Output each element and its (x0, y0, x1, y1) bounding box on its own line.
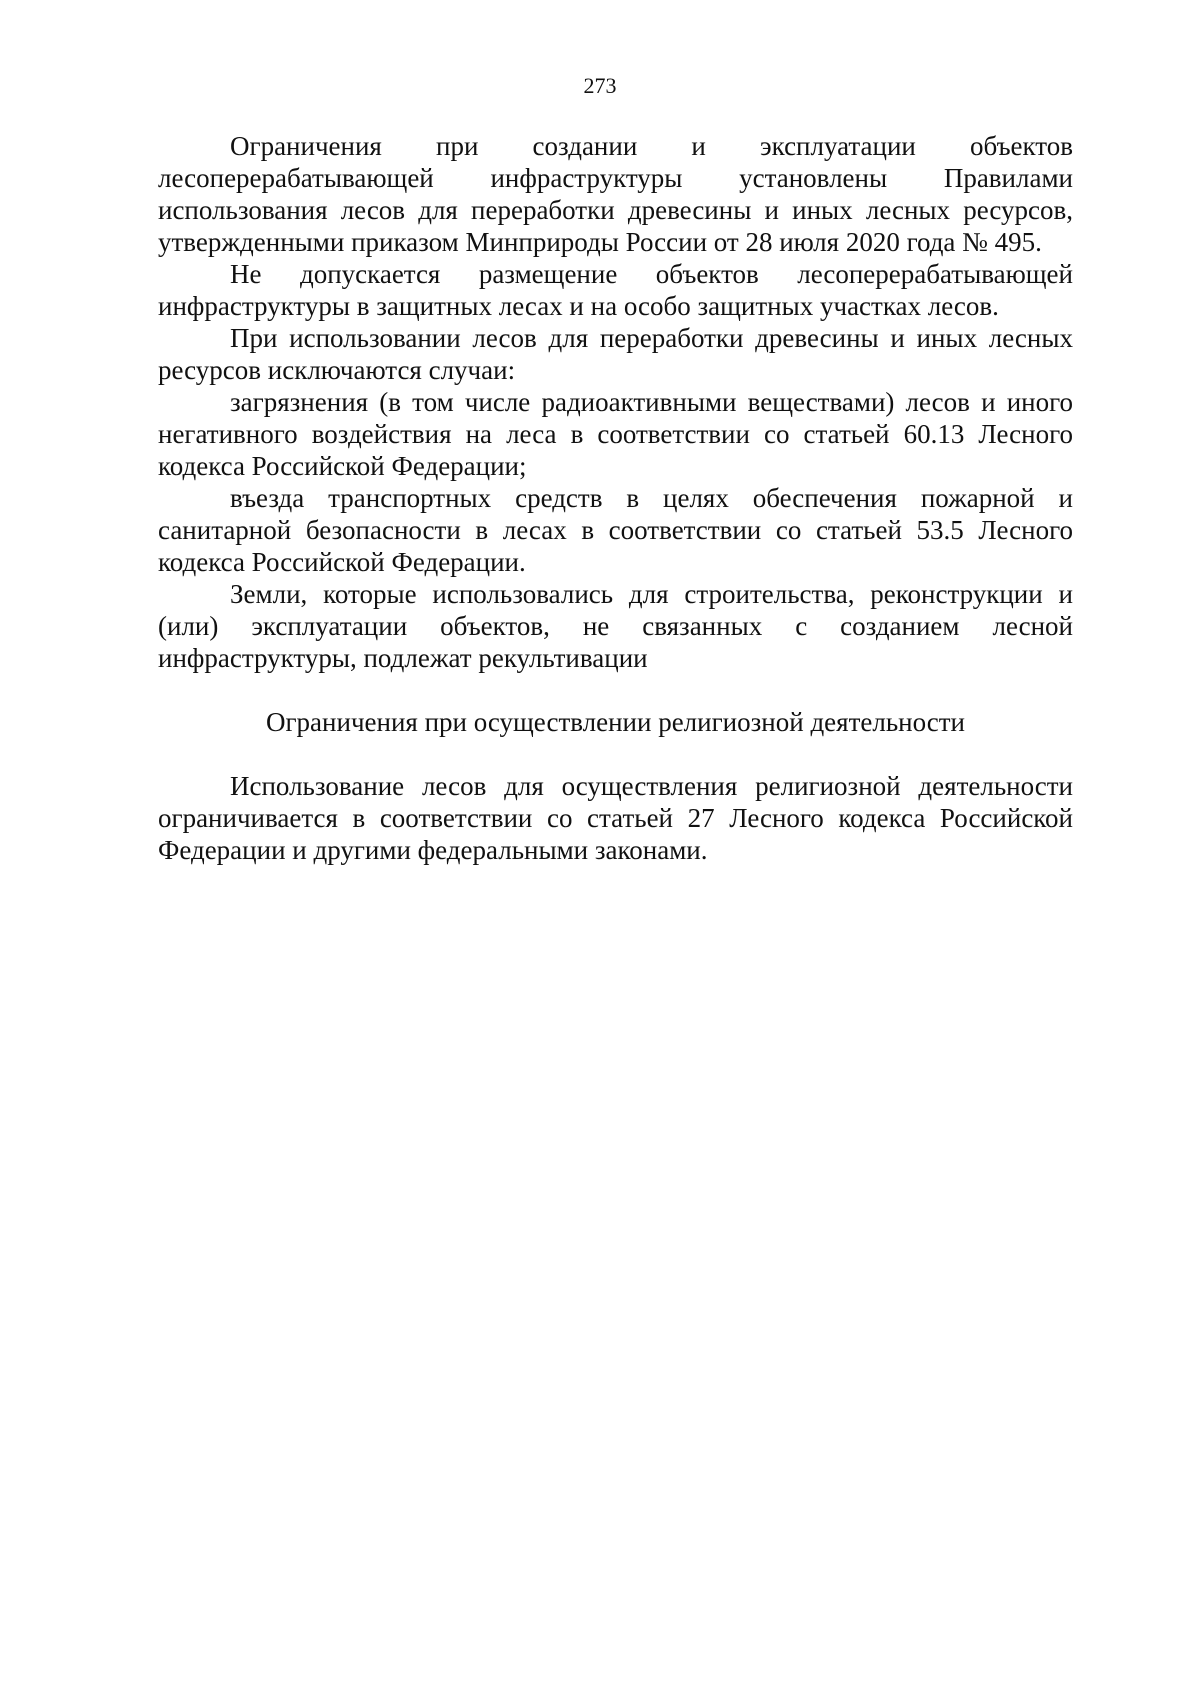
page-number: 273 (583, 73, 617, 98)
document-body (158, 130, 1073, 866)
paragraph-land-recultivation: Земли, которые использовались для строительства, реконструкции и (или) эксплуатации объектов, не связанных с созданием лесной инфраструктуры, подлежат рекультивации (158, 579, 1073, 673)
paragraph-vehicle-entry-case: въезда транспортных средств в целях обеспечения пожарной и санитарной безопасности в лесах в соответствии со статьей 53.5 Лесного кодекса Российской Федерации. (158, 483, 1073, 577)
paragraph-excluded-cases-intro: При использовании лесов для переработки древесины и иных лесных ресурсов исключаются случаи: (158, 323, 1073, 385)
paragraph-pollution-case: загрязнения (в том числе радиоактивными веществами) лесов и иного негативного воздействия на леса в соответствии со статьей 60.13 Лесного кодекса Российской Федерации; (158, 387, 1073, 481)
paragraph-protected-forests-ban: Не допускается размещение объектов лесоперерабатывающей инфраструктуры в защитных лесах и на особо защитных участках лесов. (158, 259, 1073, 321)
paragraph-religious-activity: Использование лесов для осуществления религиозной деятельности ограничивается в соответствии со статьей 27 Лесного кодекса Российской Федерации и другими федеральными законами. (158, 771, 1073, 865)
paragraph-processing-restrictions: Ограничения при создании и эксплуатации объектов лесоперерабатывающей инфраструктуры установлены Правилами использования лесов для переработки древесины и иных лесных ресурсов, утвержденными приказом Минприроды России от 28 июля 2020 года № 495. (158, 131, 1073, 257)
section-title-religious-activity: Ограничения при осуществлении религиозной деятельности (265, 707, 966, 737)
